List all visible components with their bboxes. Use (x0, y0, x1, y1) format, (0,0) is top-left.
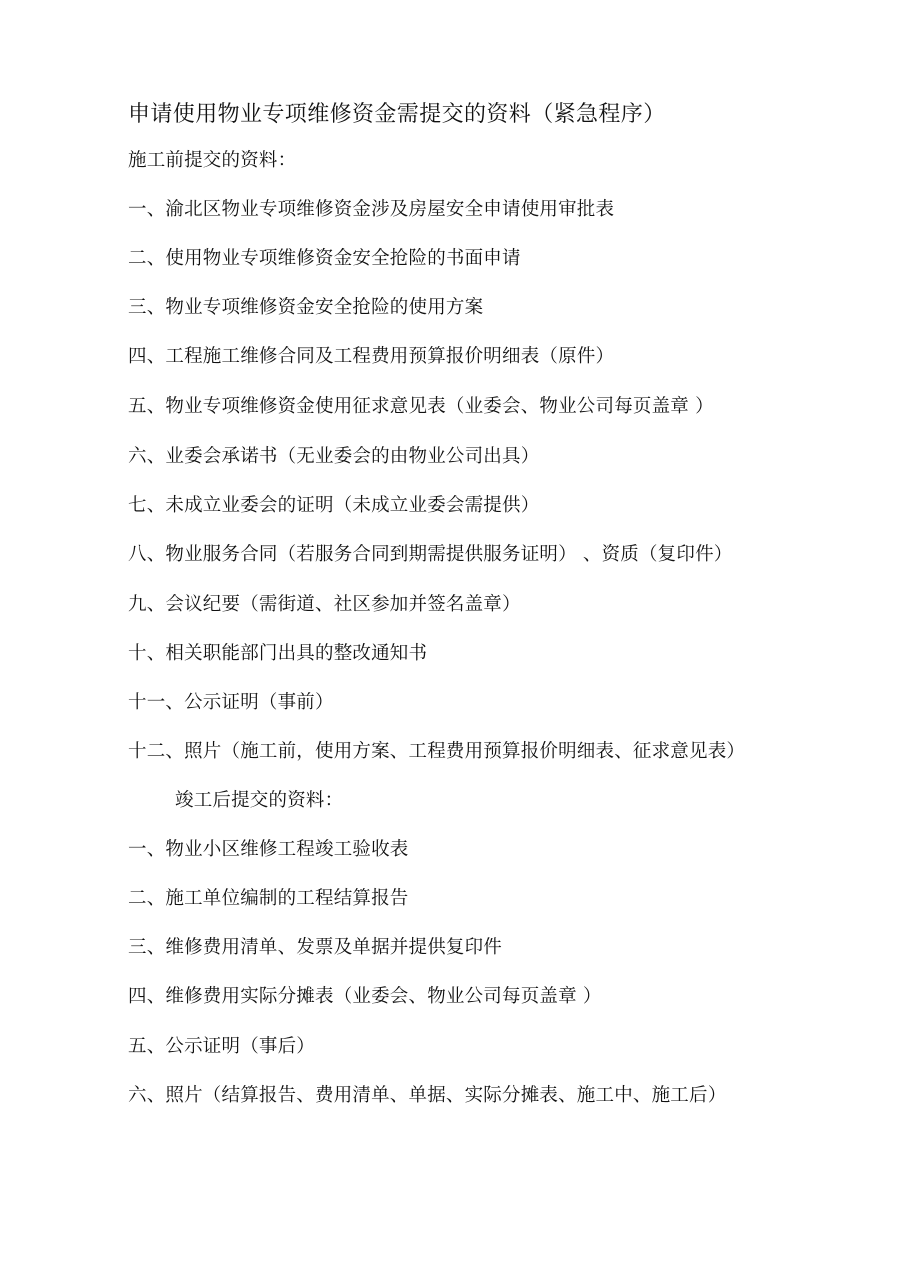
document-title: 申请使用物业专项维修资金需提交的资料（紧急程序） (128, 102, 666, 127)
before-item-5: 五、物业专项维修资金使用征求意见表（业委会、物业公司每页盖章 ） (128, 396, 714, 417)
after-item-6: 六、照片（结算报告、费用清单、单据、实际分摊表、施工中、施工后） (128, 1085, 727, 1106)
after-item-5: 五、公示证明（事后） (128, 1036, 316, 1057)
before-item-1: 一、渝北区物业专项维修资金涉及房屋安全申请使用审批表 (128, 199, 615, 220)
after-completion-heading: 竣工后提交的资料： (175, 790, 344, 811)
before-item-8: 八、物业服务合同（若服务合同到期需提供服务证明） 、资质（复印件） (128, 544, 733, 565)
before-item-6: 六、业委会承诺书（无业委会的由物业公司出具） (128, 446, 540, 467)
before-item-2: 二、使用物业专项维修资金安全抢险的书面申请 (128, 248, 521, 269)
before-item-7: 七、未成立业委会的证明（未成立业委会需提供） (128, 495, 540, 516)
before-item-11: 十一、公示证明（事前） (128, 692, 334, 713)
after-item-3: 三、维修费用清单、发票及单据并提供复印件 (128, 937, 503, 958)
before-construction-heading: 施工前提交的资料： (128, 150, 297, 171)
after-item-2: 二、施工单位编制的工程结算报告 (128, 888, 409, 909)
before-item-10: 十、相关职能部门出具的整改通知书 (128, 643, 428, 664)
before-item-9: 九、会议纪要（需街道、社区参加并签名盖章） (128, 594, 521, 615)
after-item-1: 一、物业小区维修工程竣工验收表 (128, 839, 409, 860)
after-item-4: 四、维修费用实际分摊表（业委会、物业公司每页盖章 ） (128, 986, 602, 1007)
before-item-3: 三、物业专项维修资金安全抢险的使用方案 (128, 297, 484, 318)
before-item-12: 十二、照片（施工前，使用方案、工程费用预算报价明细表、征求意见表） (128, 741, 746, 762)
before-item-4: 四、工程施工维修合同及工程费用预算报价明细表（原件） (128, 346, 615, 367)
